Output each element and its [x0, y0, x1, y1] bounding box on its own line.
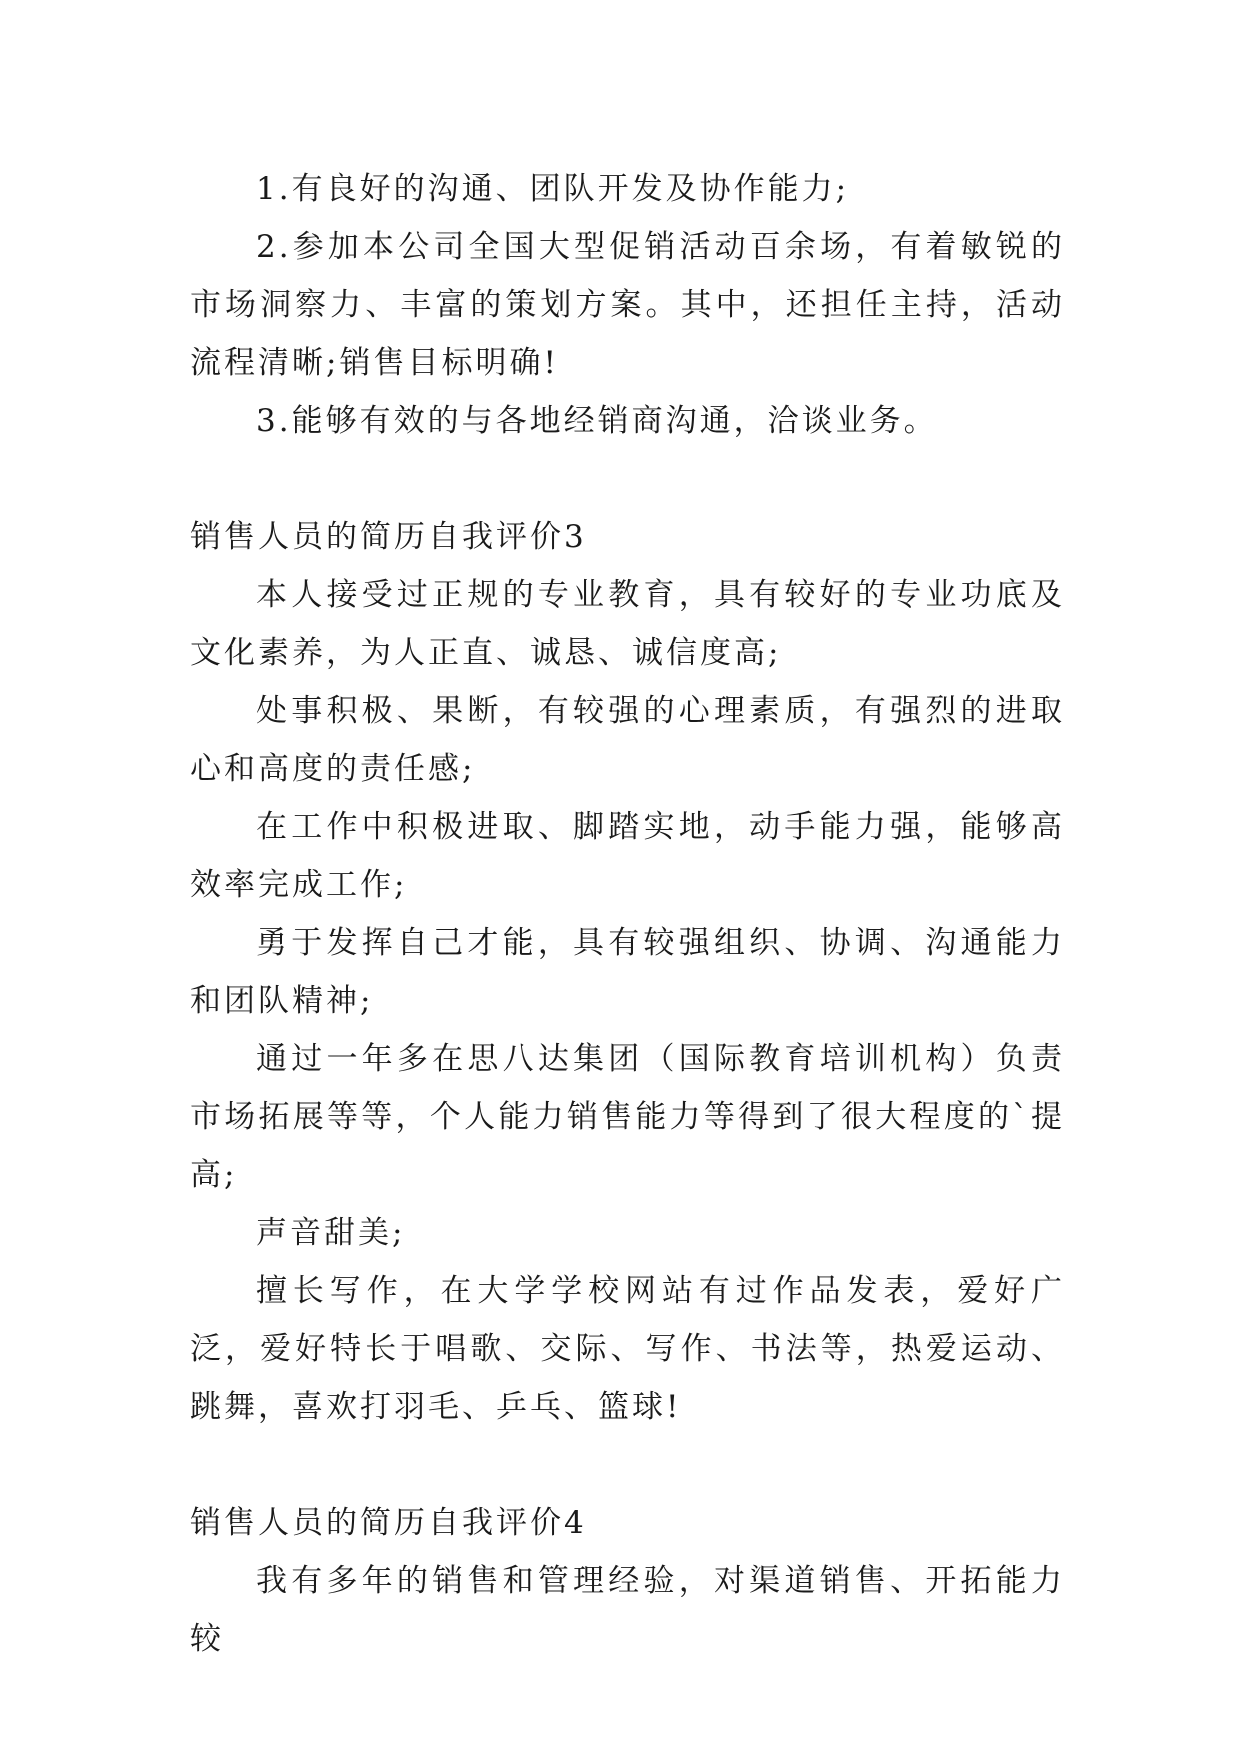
intro-item-2: 2.参加本公司全国大型促销活动百余场，有着敏锐的市场洞察力、丰富的策划方案。其中，还担任主持，活动流程清晰;销售目标明确! [190, 229, 1065, 381]
document-body [190, 160, 1065, 1668]
section-3-paragraph: 声音甜美; [256, 1215, 406, 1251]
section-3-paragraph: 处事积极、果断，有较强的心理素质，有强烈的进取心和高度的责任感; [190, 693, 1065, 787]
section-spacer [190, 1436, 1065, 1494]
section-3-paragraph: 擅长写作，在大学学校网站有过作品发表，爱好广泛，爱好特长于唱歌、交际、写作、书法等，热爱运动、跳舞，喜欢打羽毛、乒乓、篮球! [190, 1273, 1065, 1425]
section-3-title: 销售人员的简历自我评价3 [190, 519, 587, 555]
intro-item-1: 1.有良好的沟通、团队开发及协作能力; [256, 171, 850, 207]
section-3-paragraph: 通过一年多在思八达集团（国际教育培训机构）负责市场拓展等等，个人能力销售能力等得到了很大程度的`提高; [190, 1041, 1065, 1193]
section-4-title: 销售人员的简历自我评价4 [190, 1505, 587, 1541]
section-4-paragraph: 我有多年的销售和管理经验，对渠道销售、开拓能力较 [190, 1563, 1065, 1657]
intro-item-3: 3.能够有效的与各地经销商沟通，洽谈业务。 [256, 403, 938, 439]
section-3-paragraph: 勇于发挥自己才能，具有较强组织、协调、沟通能力和团队精神; [190, 925, 1065, 1019]
section-3-paragraph: 本人接受过正规的专业教育，具有较好的专业功底及文化素养，为人正直、诚恳、诚信度高; [190, 577, 1065, 671]
section-3-paragraph: 在工作中积极进取、脚踏实地，动手能力强，能够高效率完成工作; [190, 809, 1065, 903]
section-spacer [190, 450, 1065, 508]
